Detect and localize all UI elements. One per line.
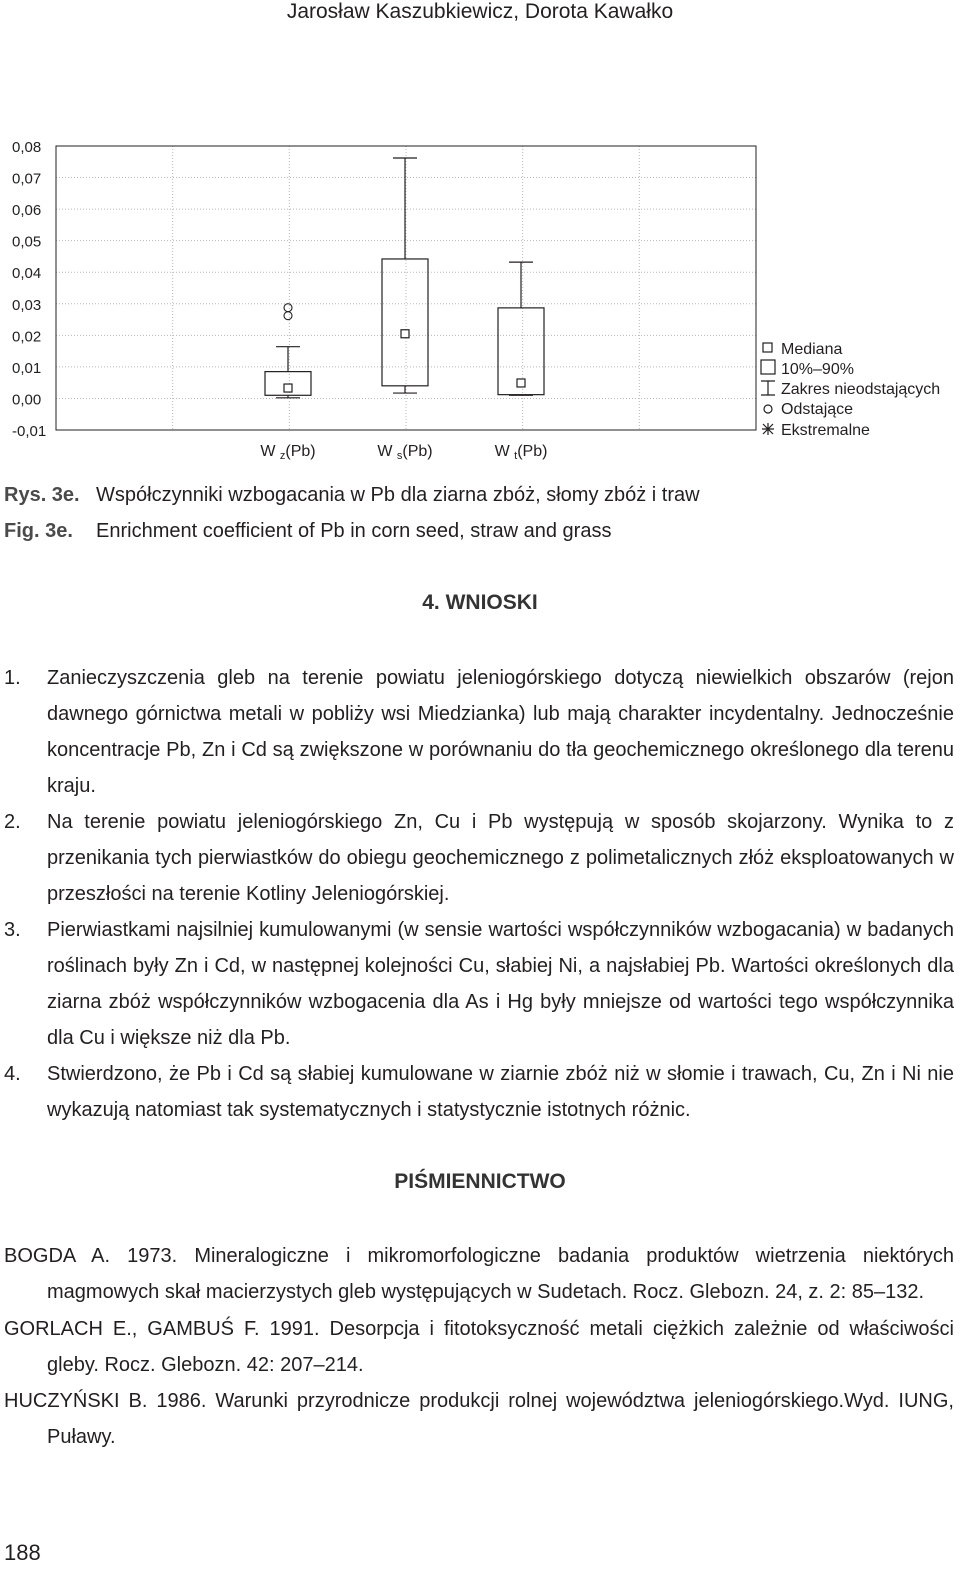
legend-range-label: 10%–90% bbox=[781, 361, 854, 378]
conclusion-number: 2. bbox=[4, 811, 21, 833]
legend-range-icon bbox=[761, 360, 775, 374]
legend-median-label: Mediana bbox=[781, 341, 843, 358]
caption-english bbox=[4, 519, 611, 543]
caption-english-text: Enrichment coefficient of Pb in corn seed, straw and grass bbox=[96, 520, 612, 542]
y-tick-label: 0,00 bbox=[12, 391, 42, 409]
outlier-marker bbox=[284, 312, 292, 320]
y-tick-label: 0,02 bbox=[12, 328, 42, 346]
y-tick-label: 0,01 bbox=[12, 359, 42, 377]
y-tick-label: 0,07 bbox=[12, 170, 42, 188]
reference-item: HUCZYŃSKI B. 1986. Warunki przyrodnicze produkcji rolnej województwa jeleniogórskiego.Wyd. IUNG, Puławy. bbox=[4, 1390, 954, 1449]
conclusions-list bbox=[0, 660, 960, 1128]
legend-median-icon bbox=[763, 343, 772, 352]
box-series bbox=[265, 304, 311, 398]
conclusion-number: 1. bbox=[4, 667, 21, 689]
box-series bbox=[382, 158, 428, 393]
outlier-marker bbox=[284, 304, 292, 312]
legend-whisker bbox=[761, 381, 940, 398]
legend-whisker-icon bbox=[761, 381, 775, 395]
boxes bbox=[265, 158, 544, 398]
caption-polish bbox=[4, 483, 700, 507]
y-tick-label: 0,05 bbox=[12, 233, 42, 251]
conclusion-text: Stwierdzono, że Pb i Cd są słabiej kumulowane w ziarnie zbóż niż w słomie i trawach, Cu, Zn i Ni nie wykazują natomiast tak systematycznych i statystycznie istotnych różnic. bbox=[47, 1063, 954, 1121]
vertical-grid bbox=[173, 146, 640, 430]
reference-item: BOGDA A. 1973. Mineralogiczne i mikromorfologiczne badania produktów wietrzenia niektórych magmowych skał macierzystych gleb występujących w Sudetach. Rocz. Glebozn. 24, z. 2: 85–132. bbox=[4, 1245, 954, 1304]
conclusion-item bbox=[0, 660, 960, 804]
y-tick-label: -0,01 bbox=[12, 423, 47, 440]
conclusion-text: Na terenie powiatu jeleniogórskiego Zn, Cu i Pb występują w sposób skojarzony. Wynika to z przenikania tych pierwiastków do obiegu geochemicznego z polimetalicznych złóż eksploatowanych w przeszłości na terenie Kotliny Jeleniogórskiej. bbox=[47, 811, 954, 905]
conclusion-number: 3. bbox=[4, 919, 21, 941]
references-heading: PIŚMIENNICTWO bbox=[394, 1170, 566, 1193]
legend-extreme-label: Ekstremalne bbox=[781, 422, 870, 439]
y-tick-label: 0,04 bbox=[12, 265, 42, 283]
box-series bbox=[498, 262, 544, 395]
legend-whisker-label: Zakres nieodstających bbox=[781, 381, 941, 398]
y-tick-label: 0,08 bbox=[12, 139, 42, 156]
conclusion-item bbox=[0, 912, 960, 1056]
legend-extreme bbox=[762, 422, 870, 439]
x-category-label: W t(Pb) bbox=[494, 443, 548, 462]
legend-median bbox=[763, 341, 842, 358]
x-category-label: W z(Pb) bbox=[260, 443, 316, 462]
y-tick-label: 0,06 bbox=[12, 202, 42, 220]
legend bbox=[761, 341, 940, 439]
legend-outlier-label: Odstające bbox=[781, 401, 854, 418]
conclusion-text: Zanieczyszczenia gleb na terenie powiatu jeleniogórskiego dotyczą niewielkich obszarów (rejon dawnego górnictwa metali w pobliży wsi Miedzianka) lub mają charakter incydentalny. Jednocześnie koncentracje Pb, Zn i Cd są zwiększone w porównaniu do tła geochemicznego określonego dla terenu kraju. bbox=[47, 667, 954, 797]
conclusion-text: Pierwiastkami najsilniej kumulowanymi (w sensie wartości współczynników wzbogacania) w badanych roślinach były Zn i Cd, w następnej kolejności Cu, słabiej Ni, a najsłabiej Pb. Wartości określonych dla ziarna zbóż współczynników wzbogacenia dla As i Hg były mniejsze od wartości tego współczynnika dla Cu i większe niż dla Pb. bbox=[47, 919, 954, 1049]
conclusions-heading: 4. WNIOSKI bbox=[422, 591, 538, 614]
legend-outlier-icon bbox=[764, 405, 772, 413]
median-marker bbox=[517, 379, 525, 387]
legend-extreme-icon bbox=[762, 423, 774, 435]
legend-outlier bbox=[764, 401, 853, 418]
y-axis-ticks bbox=[12, 139, 46, 440]
running-header: Jarosław Kaszubkiewicz, Dorota Kawałko bbox=[286, 0, 674, 23]
x-category-label: W s(Pb) bbox=[377, 443, 433, 462]
median-marker bbox=[284, 384, 292, 392]
caption-english-label: Fig. 3e. bbox=[4, 520, 73, 542]
x-axis-labels bbox=[260, 443, 547, 462]
conclusion-item bbox=[0, 1056, 960, 1128]
references-list bbox=[0, 1238, 960, 1456]
caption-polish-text: Współczynniki wzbogacania w Pb dla ziarna zbóż, słomy zbóż i traw bbox=[96, 484, 700, 506]
box-plot-chart bbox=[0, 130, 960, 475]
median-marker bbox=[401, 330, 409, 338]
conclusion-number: 4. bbox=[4, 1063, 21, 1085]
legend-range bbox=[761, 360, 854, 378]
y-tick-label: 0,03 bbox=[12, 296, 42, 314]
page-number: 188 bbox=[4, 1540, 41, 1565]
conclusion-item bbox=[0, 804, 960, 912]
caption-polish-label: Rys. 3e. bbox=[4, 484, 80, 506]
reference-item: GORLACH E., GAMBUŚ F. 1991. Desorpcja i fitotoksyczność metali ciężkich zależnie od właściwości gleby. Rocz. Glebozn. 42: 207–214. bbox=[4, 1317, 954, 1376]
